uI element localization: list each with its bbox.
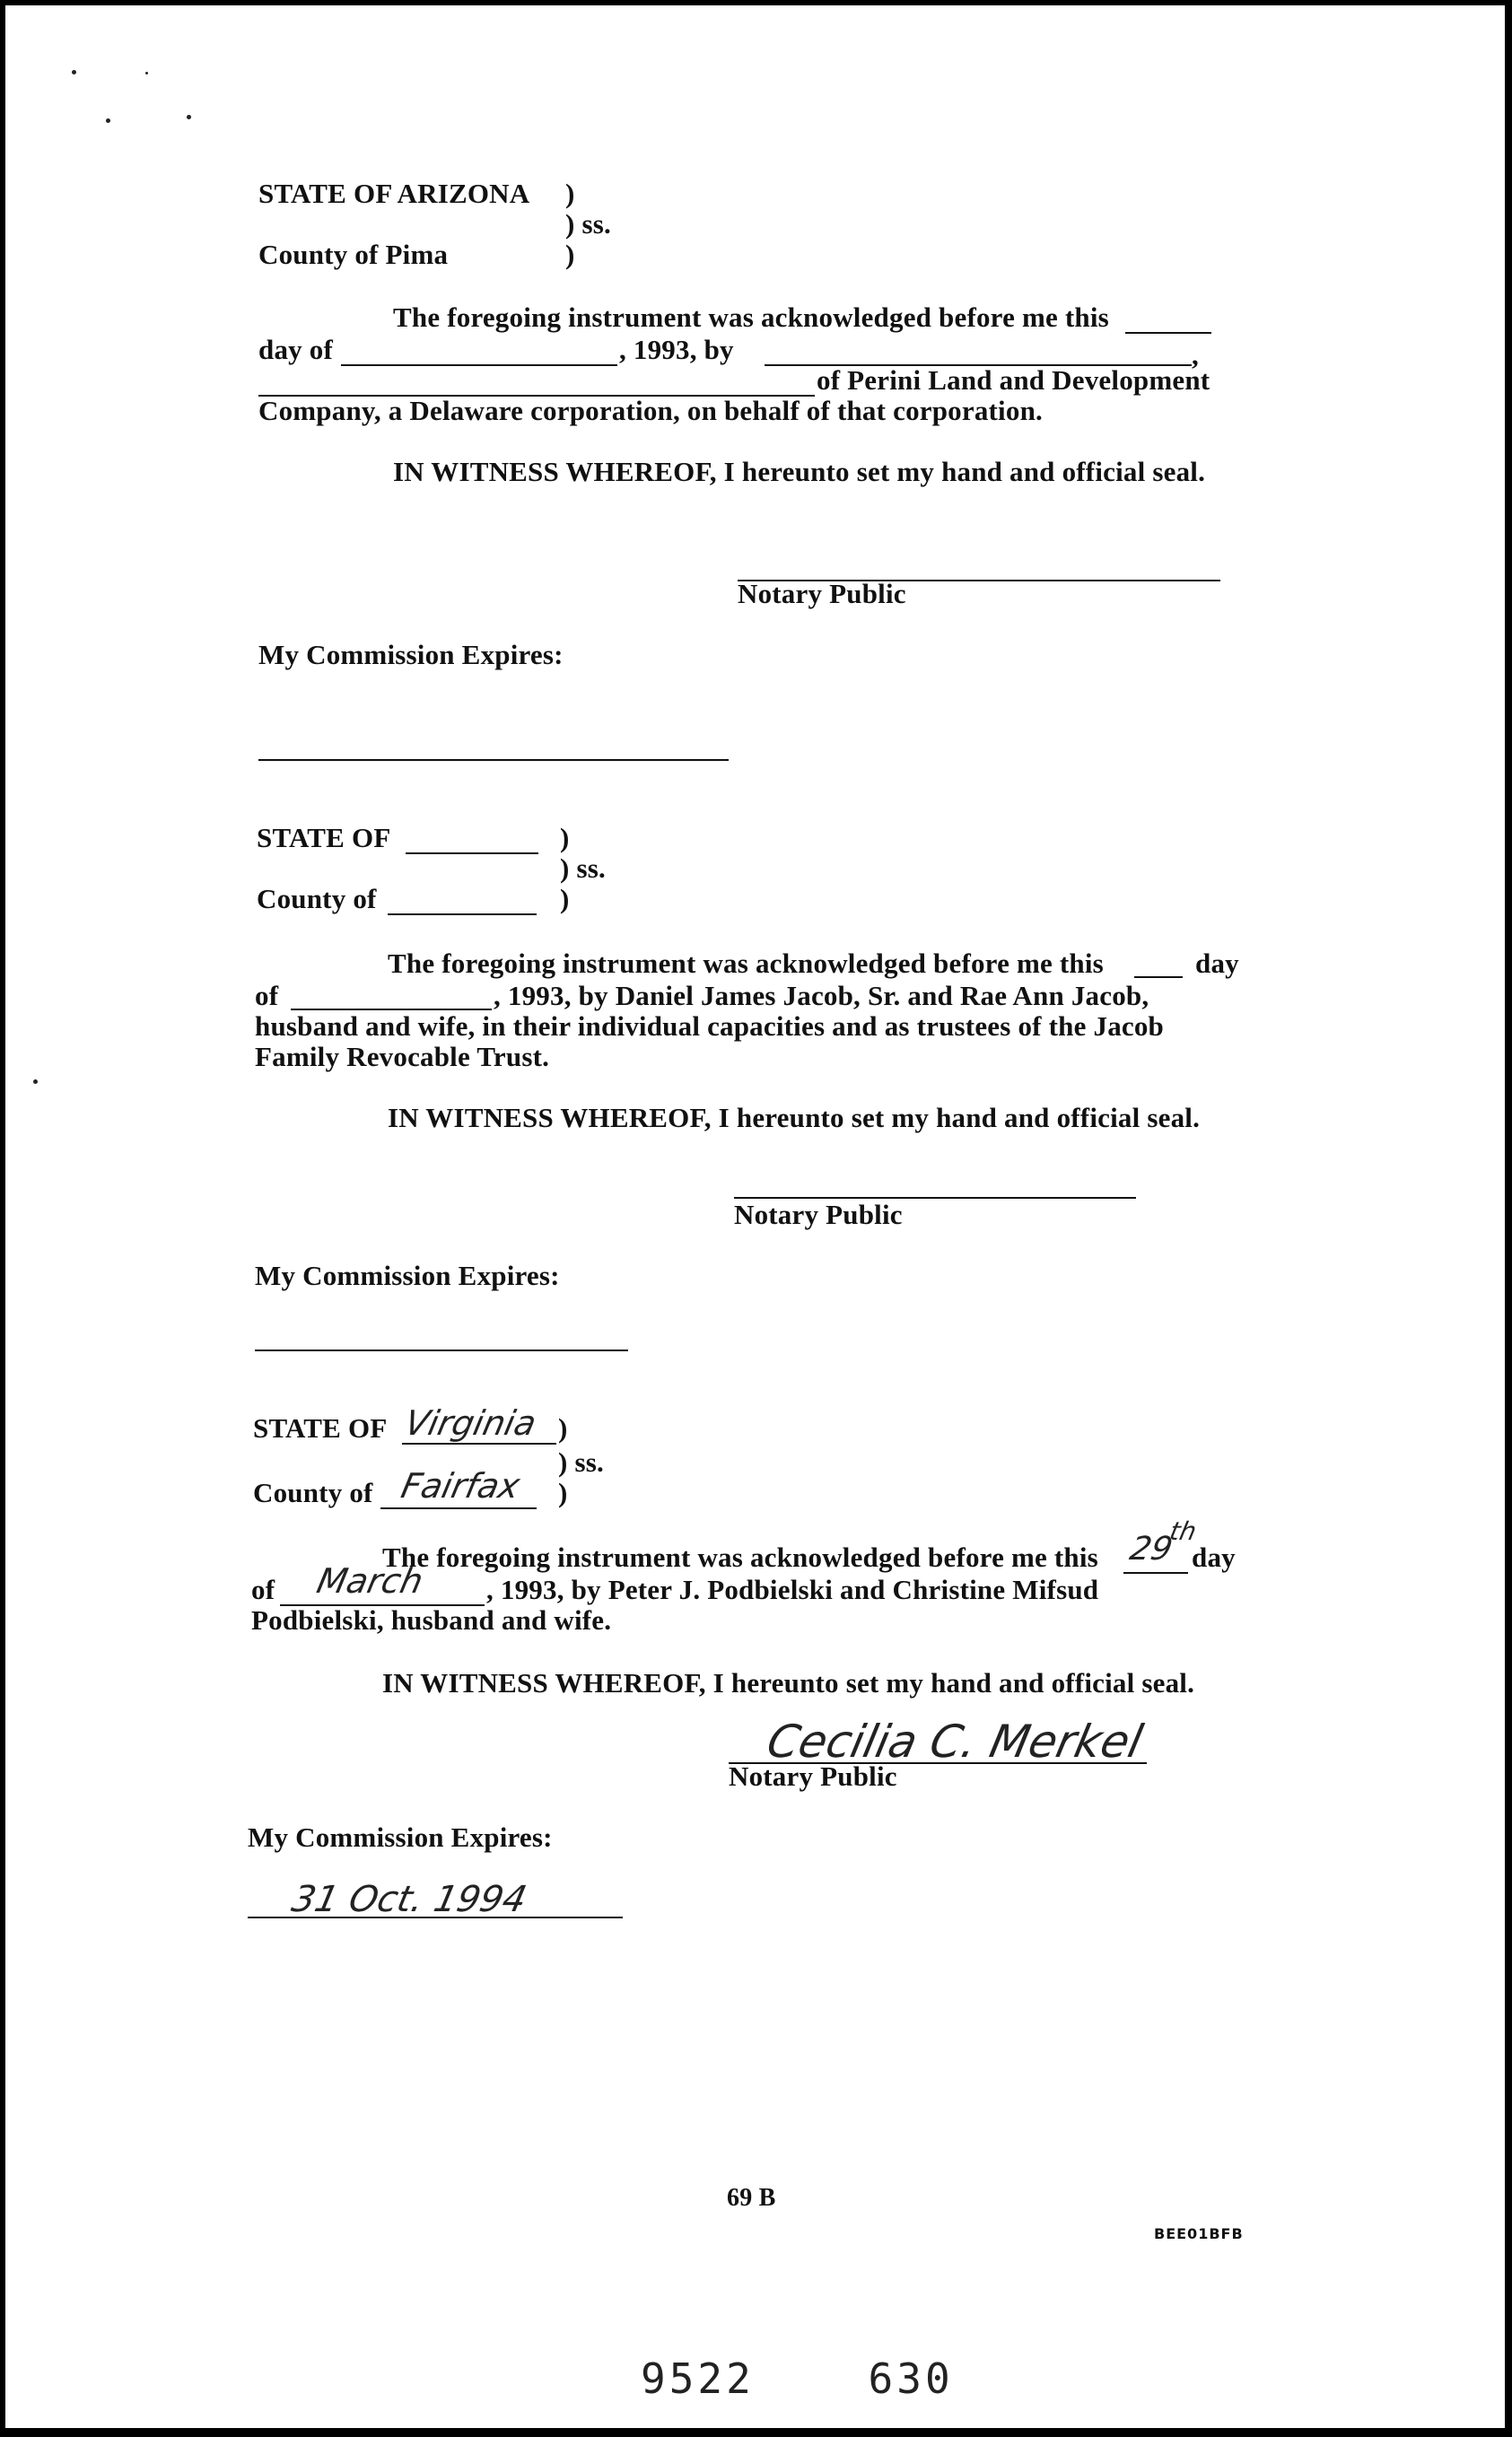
commission-line [258,759,729,761]
county-label: County of [253,1477,373,1508]
state-handwritten: Virginia [401,1403,540,1443]
bracket: ) [565,178,575,209]
year-by-text: , 1993, by [619,334,734,365]
capacity-text: husband and wife, in their individual capacities and as trustees of the Jacob [255,1010,1165,1042]
ss-label: ) ss. [560,852,606,884]
commission-expires-label: My Commission Expires: [258,639,564,670]
page-number: 69 B [727,2184,776,2212]
notary-signature: Cecilia C. Merkel [762,1716,1148,1768]
acknowledgment-text: The foregoing instrument was acknowledged before me this [393,301,1109,333]
month-handwritten: March [313,1561,427,1601]
relationship-text: Podbielski, husband and wife. [251,1604,612,1636]
bracket: ) [560,883,570,914]
document-numbers: 9522 630 [641,2354,954,2403]
blank-state [406,852,538,854]
day-handwritten: 29 [1126,1531,1176,1568]
state-label: STATE OF ARIZONA [258,178,530,209]
bracket: ) [560,822,570,853]
day-label: day [1195,948,1239,979]
blank-county [380,1507,537,1509]
ss-label: ) ss. [558,1446,604,1478]
blank-county [388,913,537,915]
notary-public-label: Notary Public [738,578,906,609]
bracket: ) [565,239,575,270]
acknowledgment-text: The foregoing instrument was acknowledged before me this [388,948,1104,979]
blank-day [1134,976,1183,978]
blank-day [1125,332,1211,334]
blank-state [402,1443,556,1445]
scan-speck [187,115,191,119]
day-of-label: day of [258,334,334,365]
commission-date-handwritten: 31 Oct. 1994 [288,1879,530,1920]
scan-speck [106,118,110,123]
witness-text: IN WITNESS WHEREOF, I hereunto set my hand and official seal. [393,456,1206,487]
company-text-cont: Company, a Delaware corporation, on behalf of that corporation. [258,395,1043,426]
witness-text: IN WITNESS WHEREOF, I hereunto set my hand and official seal. [382,1667,1195,1699]
commission-expires-label: My Commission Expires: [255,1260,560,1291]
names-text: , 1993, by Peter J. Podbielski and Christine Mifsud [486,1574,1099,1605]
scan-speck [145,72,148,74]
trust-text: Family Revocable Trust. [255,1041,550,1072]
day-label: day [1192,1542,1236,1573]
commission-expires-label: My Commission Expires: [248,1821,553,1853]
of-label: of [255,980,279,1011]
county-label: County of [257,883,377,914]
document-page [5,5,1505,2428]
comma: , [1192,339,1199,371]
ss-label: ) ss. [565,208,611,240]
blank-day [1123,1572,1188,1574]
county-label: County of Pima [258,239,449,270]
notary-public-label: Notary Public [734,1199,903,1230]
bracket: ) [558,1477,568,1508]
commission-line [255,1350,628,1351]
acknowledgment-text: The foregoing instrument was acknowledged before me this [382,1542,1098,1573]
state-label: STATE OF [257,822,391,853]
state-label: STATE OF [253,1412,388,1444]
witness-text: IN WITNESS WHEREOF, I hereunto set my hand and official seal. [388,1102,1201,1133]
scan-speck [33,1079,38,1084]
of-label: of [251,1574,275,1605]
names-text: , 1993, by Daniel James Jacob, Sr. and Rae Ann Jacob, [494,980,1149,1011]
company-text: of Perini Land and Development [817,364,1210,396]
scan-speck [72,70,76,74]
blank-month [341,364,617,366]
day-suffix-handwritten: th [1167,1516,1200,1546]
commission-line [248,1917,623,1918]
county-handwritten: Fairfax [398,1466,524,1506]
document-code: BEE01BFB [1154,2225,1244,2242]
bracket: ) [558,1412,568,1444]
notary-public-label: Notary Public [729,1760,897,1792]
